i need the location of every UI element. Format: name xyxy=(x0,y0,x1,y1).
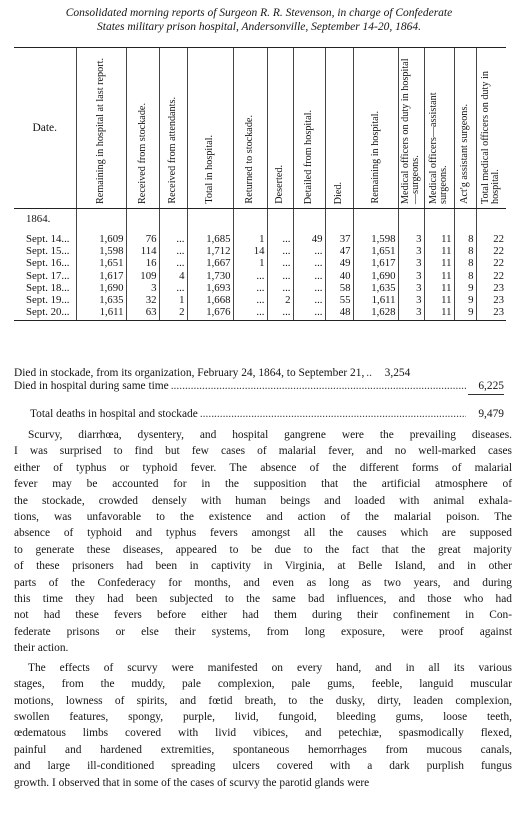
table-cell: 9 xyxy=(454,282,476,294)
table-cell: ... xyxy=(233,282,267,294)
column-header xyxy=(476,48,506,209)
table-cell: 63 xyxy=(126,306,159,321)
table-cell: 49 xyxy=(325,257,353,269)
dot-leader xyxy=(200,408,466,421)
column-header xyxy=(126,48,159,209)
text-line: this time they had been subjected to the same bad influences, and those who had xyxy=(14,593,512,606)
text-line: The effects of scurvy were manifested on every hand, and in all its various xyxy=(28,661,512,674)
table-cell: 16 xyxy=(126,257,159,269)
table-cell: 1,676 xyxy=(187,306,233,321)
table-cell: 58 xyxy=(325,282,353,294)
table-cell: 22 xyxy=(476,245,506,257)
table-cell: 1,693 xyxy=(187,282,233,294)
column-header xyxy=(187,48,233,209)
table-cell: ... xyxy=(159,257,187,269)
table-cell: 23 xyxy=(476,306,506,321)
table-cell: ... xyxy=(293,270,325,282)
table-cell: 22 xyxy=(476,257,506,269)
table-row xyxy=(14,270,506,282)
table-cell: 23 xyxy=(476,282,506,294)
table-cell: 114 xyxy=(126,245,159,257)
column-header-label: Returned to stockade. xyxy=(244,115,255,204)
table-cell: ... xyxy=(267,270,293,282)
table-cell: 1,617 xyxy=(76,270,126,282)
table-cell: 14 xyxy=(233,245,267,257)
summary-value: 3,254 xyxy=(384,367,411,379)
text-line: their action. xyxy=(14,642,69,655)
table-cell: 47 xyxy=(325,245,353,257)
table-cell: 11 xyxy=(424,257,454,269)
table-cell: ... xyxy=(293,294,325,306)
summary-label: Died in hospital during same time xyxy=(14,379,169,392)
table-cell: 48 xyxy=(325,306,353,321)
table-cell: 11 xyxy=(424,245,454,257)
table-cell: ... xyxy=(159,245,187,257)
table-cell: ... xyxy=(293,282,325,294)
table-cell: 1,730 xyxy=(187,270,233,282)
title-line-1: Consolidated morning reports of Surgeon R. R. Stevenson, in charge of Confederate xyxy=(65,7,453,19)
sum-rule xyxy=(468,394,504,395)
column-header xyxy=(293,48,325,209)
table-cell: 1,635 xyxy=(353,282,398,294)
column-header-label: Received from stockade. xyxy=(136,103,148,204)
table-cell: 11 xyxy=(424,306,454,321)
summary-row-stockade xyxy=(14,367,504,380)
summary-label: Died in stockade, from its organization, February 24, 1864, to September 21, xyxy=(14,367,365,379)
column-header xyxy=(159,48,187,209)
text-line: fever may be accounted for in the supposition that the artificial atmosphere of xyxy=(14,478,512,491)
table-cell: 22 xyxy=(476,225,506,245)
text-line: of these prisoners had been in captivity in Virginia, at Belle Island, and in other xyxy=(14,560,512,573)
table-cell: 4 xyxy=(159,270,187,282)
table-cell: 1,690 xyxy=(353,270,398,282)
text-line: not had these fevers before either had them during their confinement in Con- xyxy=(14,609,512,622)
column-header-label: Medical officers—assistant surgeons. xyxy=(428,92,449,204)
table-cell: ... xyxy=(159,225,187,245)
table-cell: ... xyxy=(267,245,293,257)
text-line: absence of typhoid and typhus fevers amongst all the causes which are supposed xyxy=(14,527,512,540)
table-cell: 49 xyxy=(293,225,325,245)
deaths-summary xyxy=(14,367,504,421)
column-header xyxy=(424,48,454,209)
table-cell: 55 xyxy=(325,294,353,306)
table-cell: 1 xyxy=(233,257,267,269)
table-cell: ... xyxy=(233,294,267,306)
column-header: Date. xyxy=(14,48,76,209)
table-cell: 32 xyxy=(126,294,159,306)
column-header-label: Detailed from hospital. xyxy=(303,109,314,204)
table-cell: 1,617 xyxy=(353,257,398,269)
document-title xyxy=(14,6,504,34)
table-cell: 8 xyxy=(454,245,476,257)
text-line: Scurvy, diarrhœa, dysentery, and hospital gangrene were the prevailing diseases. xyxy=(28,429,512,441)
text-line: œdematous limbs covered with livid vibices, and petechiæ, spasmodically flexed, xyxy=(14,727,512,740)
table-cell: 3 xyxy=(398,270,424,282)
text-line: stages, from the muddy, pale complexion, pale gums, feeble, languid muscular xyxy=(14,678,512,691)
summary-value: 6,225 xyxy=(478,379,504,392)
table-cell: 9 xyxy=(454,306,476,321)
table-cell: 1 xyxy=(233,225,267,245)
text-line: parts of the Confederacy for months, and even as long as two years, and during xyxy=(14,576,512,589)
table-cell: ... xyxy=(293,257,325,269)
table-cell: 1,668 xyxy=(187,294,233,306)
column-header-label: Medical officers on duty in hospital—surgeons. xyxy=(400,58,421,204)
text-line: to generate these diseases, appeared to be due to the fact that the great majority xyxy=(14,543,512,556)
text-line: and large ill-conditioned spreading ulcers covered with a dark purplish fungus xyxy=(14,760,512,773)
table-cell: 1,651 xyxy=(353,245,398,257)
text-line: either of typhus or typhoid fever. The absence of the different forms of malarial xyxy=(14,461,512,474)
table-cell: 3 xyxy=(398,294,424,306)
paragraph-scurvy-effects xyxy=(14,660,512,791)
text-line: painful and hardened extremities, spontaneous hemorrhages from mucous canals, xyxy=(14,743,512,756)
table-cell: 3 xyxy=(398,257,424,269)
table-cell: 1 xyxy=(159,294,187,306)
summary-row-hospital xyxy=(14,380,504,393)
column-header-label: Deserted. xyxy=(274,165,285,204)
column-header-label: Received from attendants. xyxy=(167,97,178,204)
body-text xyxy=(14,427,512,791)
column-header-label: Act'g assistant surgeons. xyxy=(459,104,470,204)
table-cell: 1,685 xyxy=(187,225,233,245)
table-cell: 11 xyxy=(424,225,454,245)
table-cell: 1,611 xyxy=(353,294,398,306)
table-cell: ... xyxy=(233,306,267,321)
column-header xyxy=(325,48,353,209)
date-cell: Sept. 18... xyxy=(26,281,70,294)
text-line: tions, was unfavorable to the existence and action of the malarial poison. The xyxy=(14,511,512,524)
table-cell: 3 xyxy=(398,282,424,294)
table-cell: 1,667 xyxy=(187,257,233,269)
column-header-label: Total in hospital. xyxy=(204,135,215,204)
column-header-label: Remaining in hospital. xyxy=(369,111,381,204)
date-cell: Sept. 14... xyxy=(26,233,70,246)
text-line: federate prisons or else their systems, from long exposure, were proof against xyxy=(14,625,512,638)
table-cell: 3 xyxy=(398,306,424,321)
table-cell: 8 xyxy=(454,257,476,269)
table-cell: 3 xyxy=(126,282,159,294)
table-cell: 1,611 xyxy=(76,306,126,321)
table-cell: 1,690 xyxy=(76,282,126,294)
table-cell: 2 xyxy=(267,294,293,306)
summary-value: 9,479 xyxy=(478,408,504,420)
column-header-label: Remaining in hospital at last report. xyxy=(95,58,106,204)
morning-reports-table xyxy=(14,47,506,321)
column-header-label: Died. xyxy=(333,181,344,204)
date-cell: Sept. 16... xyxy=(26,257,70,270)
table-cell: 76 xyxy=(126,225,159,245)
summary-row-total xyxy=(14,408,504,421)
table-cell: 22 xyxy=(476,270,506,282)
table-year-row xyxy=(14,209,506,226)
table-cell: ... xyxy=(159,282,187,294)
date-cell: Sept. 17... xyxy=(26,269,70,282)
table-cell: 1,712 xyxy=(187,245,233,257)
table-cell: ... xyxy=(267,225,293,245)
table-cell: 11 xyxy=(424,294,454,306)
table-cell: 8 xyxy=(454,225,476,245)
table-cell: ... xyxy=(267,282,293,294)
column-header xyxy=(233,48,267,209)
table-row xyxy=(14,306,506,321)
column-header xyxy=(267,48,293,209)
text-line: growth. I observed that in some of the cases of scurvy the parotid glands were xyxy=(14,776,370,789)
table-cell: 1,598 xyxy=(353,225,398,245)
table-cell: 9 xyxy=(454,294,476,306)
table-cell: 40 xyxy=(325,270,353,282)
column-header xyxy=(398,48,424,209)
table-cell: ... xyxy=(267,257,293,269)
summary-label: Total deaths in hospital and stockade xyxy=(30,408,198,420)
table-cell: 1,651 xyxy=(76,257,126,269)
table-cell: 1,635 xyxy=(76,294,126,306)
table-cell: 1,628 xyxy=(353,306,398,321)
table-body xyxy=(14,209,506,321)
text-line: the stockade, crowded densely with human beings and loaded with animal exhala- xyxy=(14,494,512,507)
text-line: swollen features, spongy, purple, livid, fungoid, bleeding gums, loose teeth, xyxy=(14,710,512,723)
table-row xyxy=(14,282,506,294)
table-cell: 2 xyxy=(159,306,187,321)
date-cell: Sept. 19... xyxy=(26,294,70,307)
table-row xyxy=(14,257,506,269)
table-cell: ... xyxy=(267,306,293,321)
table-cell: 3 xyxy=(398,245,424,257)
table-cell: ... xyxy=(233,270,267,282)
column-header xyxy=(353,48,398,209)
table-row xyxy=(14,225,506,245)
table-cell: 3 xyxy=(398,225,424,245)
table-cell: 23 xyxy=(476,294,506,306)
table-row xyxy=(14,245,506,257)
table-cell: 109 xyxy=(126,270,159,282)
paragraph-scurvy-diseases xyxy=(14,427,512,657)
column-header xyxy=(454,48,476,209)
date-cell: Sept. 15... xyxy=(26,245,70,258)
text-line: I was surprised to find but few cases of malarial fever, and no well-marked cases xyxy=(14,445,512,458)
title-line-2: States military prison hospital, Andersonville, September 14-20, 1864. xyxy=(97,21,421,33)
column-header-label: Total medical officers on duty in hospital. xyxy=(480,71,502,204)
table-cell: 1,609 xyxy=(76,225,126,245)
table-header-row xyxy=(14,48,506,209)
table-cell: 37 xyxy=(325,225,353,245)
table-cell: ... xyxy=(293,245,325,257)
table-cell: 11 xyxy=(424,282,454,294)
year-cell: 1864. xyxy=(26,213,51,225)
date-cell: Sept. 20... xyxy=(14,306,76,321)
table-cell: 8 xyxy=(454,270,476,282)
table-cell: 11 xyxy=(424,270,454,282)
table-row xyxy=(14,294,506,306)
text-line: motions, lowness of spirits, and fœtid breath, to the dusky, dirty, leaden complexion, xyxy=(14,694,512,707)
table-cell: 1,598 xyxy=(76,245,126,257)
column-header xyxy=(76,48,126,209)
table-cell: ... xyxy=(293,306,325,321)
dot-leader xyxy=(171,380,466,393)
